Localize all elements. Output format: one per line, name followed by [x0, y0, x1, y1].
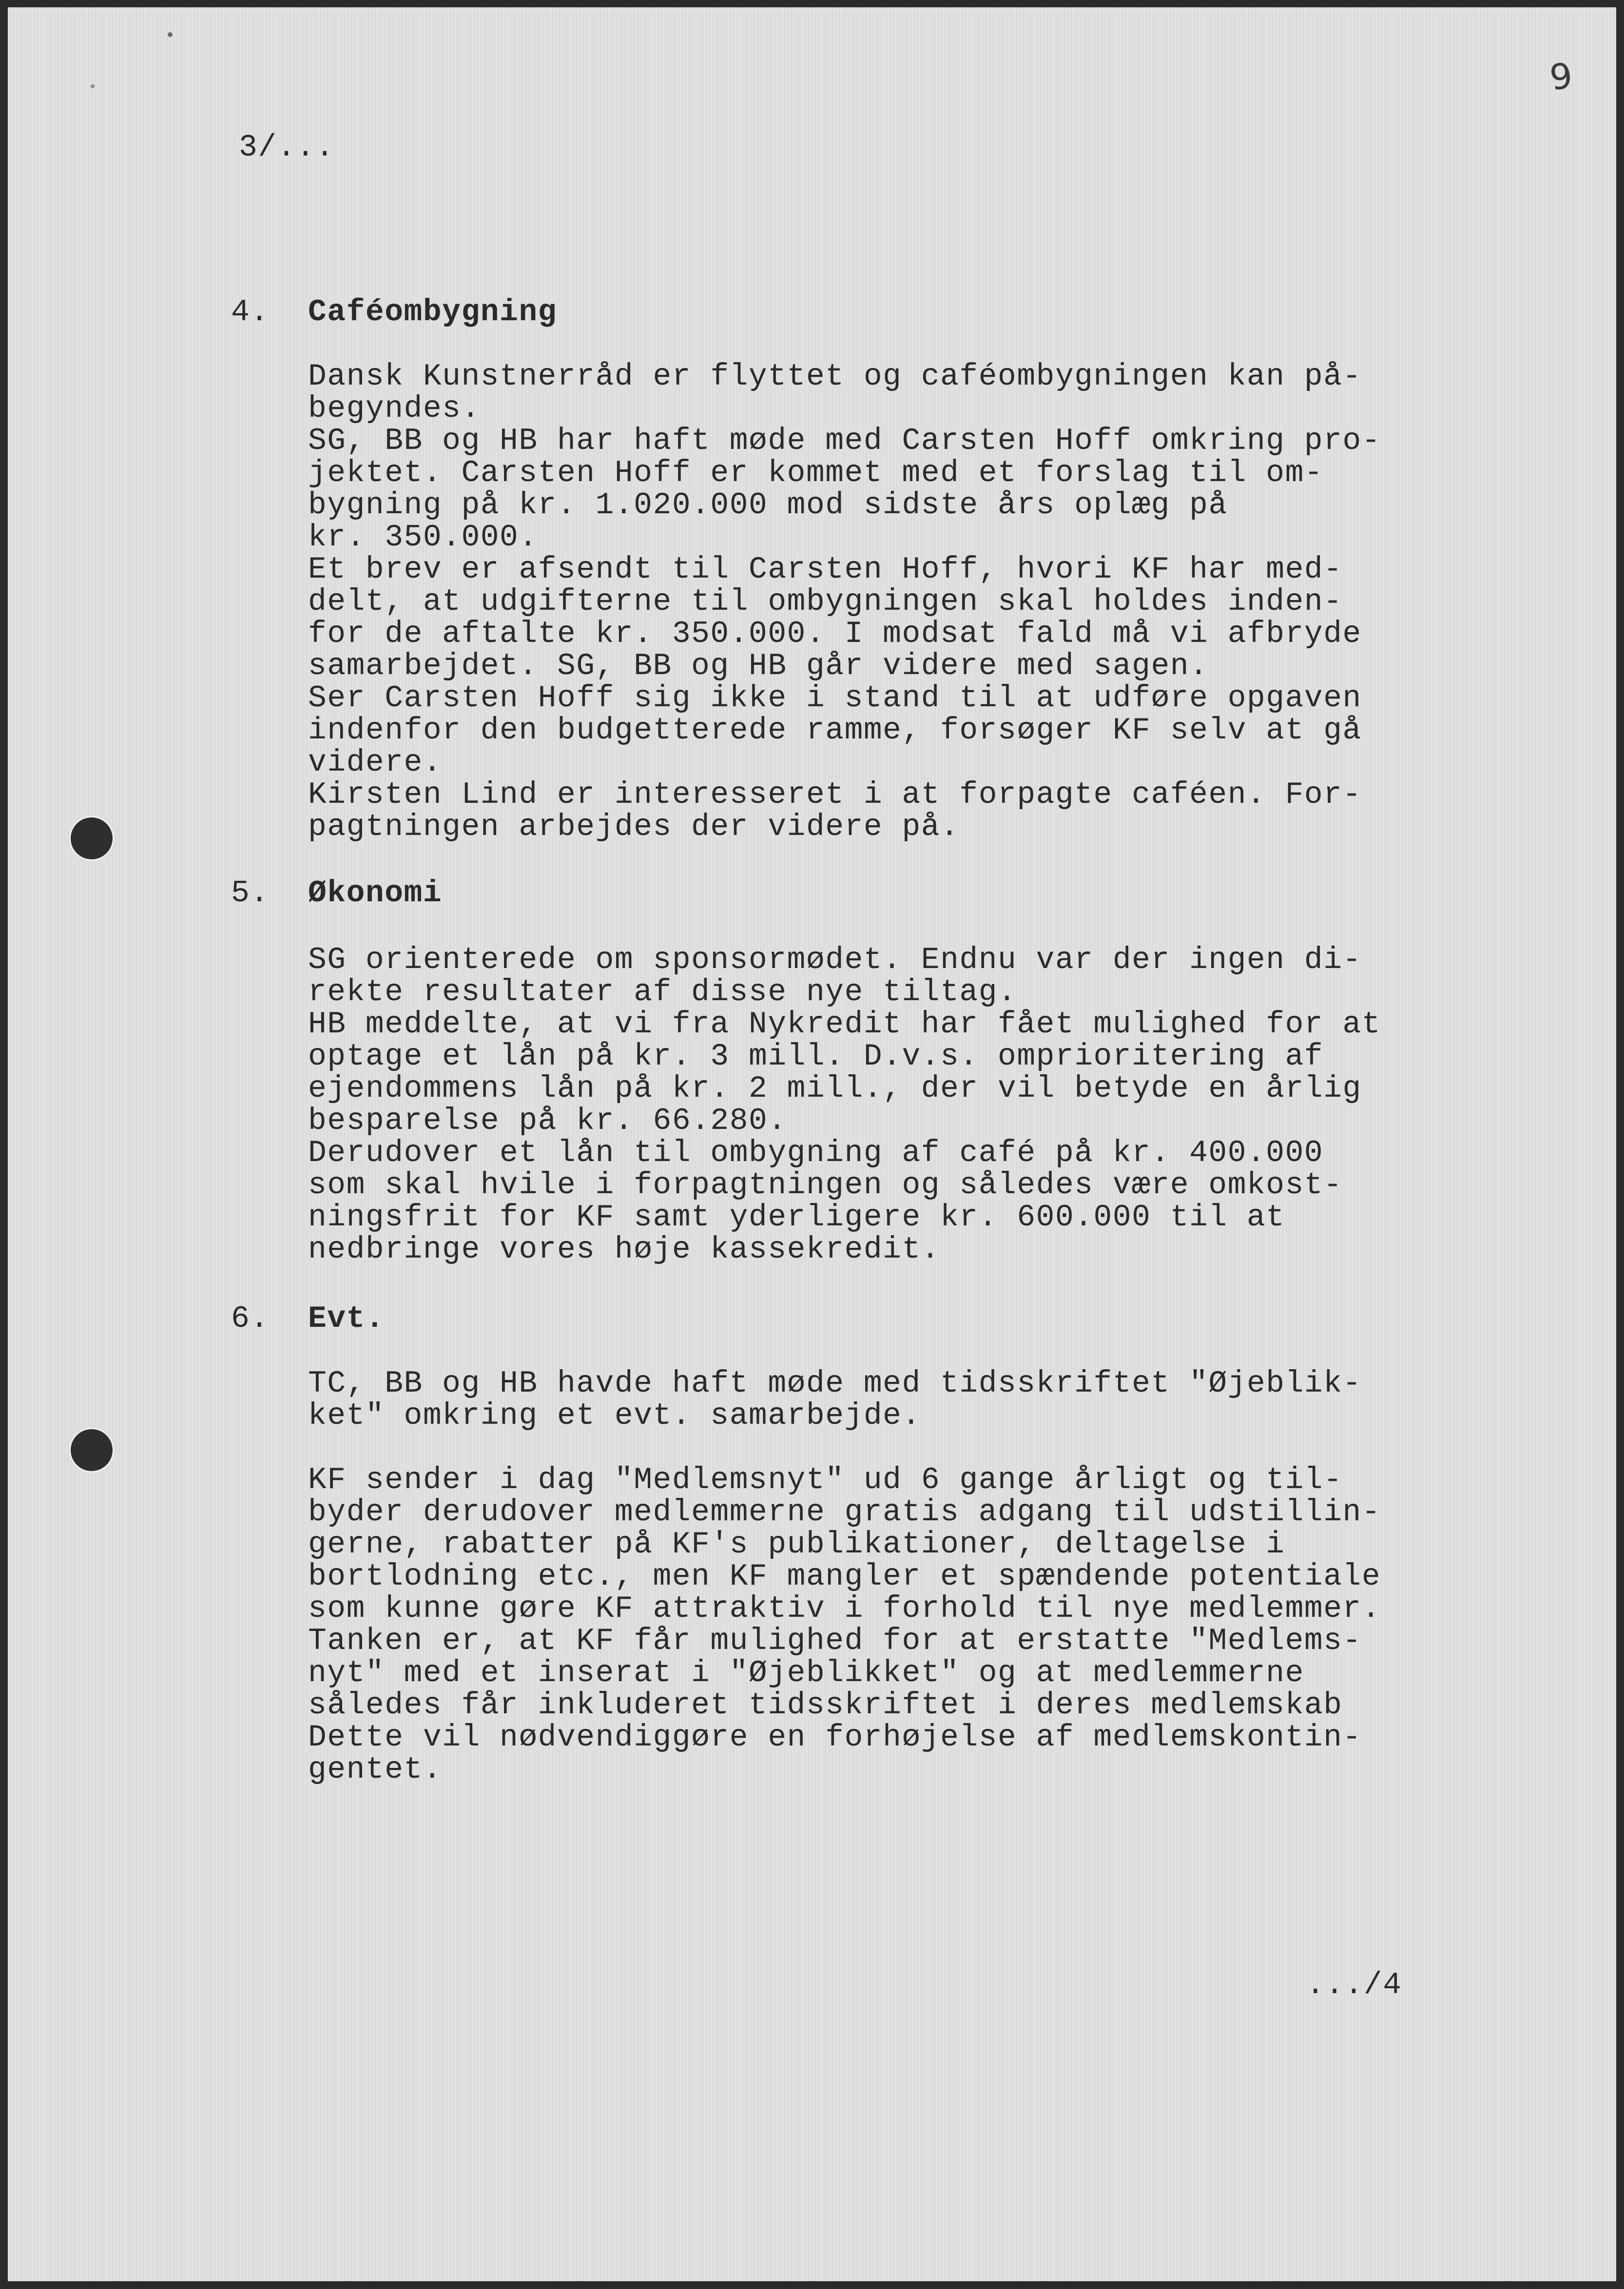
text-line: Kirsten Lind er interesseret i at forpagte caféen. For- [308, 777, 1362, 812]
punch-hole [71, 817, 113, 859]
paper-speck [168, 32, 173, 37]
text-line: således får inkluderet tidsskriftet i deres medlemskab [308, 1688, 1343, 1723]
text-line: nedbringe vores høje kassekredit. [308, 1232, 941, 1267]
section-paragraph [308, 1368, 1362, 1432]
text-line: Dette vil nødvendiggøre en forhøjelse af medlemskontin- [308, 1720, 1362, 1755]
text-line: SG, BB og HB har haft møde med Carsten Hoff omkring pro- [308, 424, 1381, 458]
text-line: videre. [308, 745, 443, 780]
text-line: rekte resultater af disse nye tiltag. [308, 975, 1017, 1009]
text-line: kr. 350.000. [308, 520, 538, 555]
text-line: Derudover et lån til ombygning af café på kr. 400.000 [308, 1136, 1324, 1170]
punch-hole [71, 1429, 113, 1471]
section-title: Økonomi [308, 876, 443, 911]
header-continuation: 3/... [239, 130, 335, 165]
text-line: ningsfrit for KF samt yderligere kr. 600.000 til at [308, 1200, 1285, 1235]
text-line: begyndes. [308, 391, 481, 426]
section-paragraph [308, 944, 1381, 1266]
paper-speck [91, 84, 95, 88]
text-line: gentet. [308, 1752, 443, 1787]
text-line: som skal hvile i forpagtningen og således være omkost- [308, 1168, 1343, 1203]
section-number: 6. [231, 1301, 270, 1336]
text-line: SG orienterede om sponsormødet. Endnu var der ingen di- [308, 943, 1362, 977]
text-line: jektet. Carsten Hoff er kommet med et forslag til om- [308, 456, 1324, 490]
text-line: TC, BB og HB havde haft møde med tidsskriftet "Øjeblik- [308, 1366, 1362, 1401]
section-title: Evt. [308, 1301, 385, 1336]
text-line: bygning på kr. 1.020.000 mod sidste års oplæg på [308, 488, 1228, 523]
footer-continuation: .../4 [1306, 1968, 1402, 2002]
text-line: gerne, rabatter på KF's publikationer, deltagelse i [308, 1527, 1285, 1562]
text-line: Tanken er, at KF får mulighed for at erstatte "Medlems- [308, 1624, 1362, 1658]
text-line: pagtningen arbejdes der videre på. [308, 810, 960, 844]
text-line: ejendommens lån på kr. 2 mill., der vil betyde en årlig [308, 1071, 1362, 1106]
text-line: delt, at udgifterne til ombygningen skal holdes inden- [308, 584, 1343, 619]
text-line: for de aftalte kr. 350.000. I modsat fald må vi afbryde [308, 617, 1362, 651]
section-number: 4. [231, 295, 270, 330]
section-paragraph [308, 361, 1381, 843]
text-line: Et brev er afsendt til Carsten Hoff, hvori KF har med- [308, 552, 1343, 587]
text-line: nyt" med et inserat i "Øjeblikket" og at medlemmerne [308, 1656, 1304, 1690]
section-paragraph [308, 1464, 1381, 1786]
section-number: 5. [231, 876, 270, 911]
text-line: HB meddelte, at vi fra Nykredit har fået mulighed for at [308, 1007, 1381, 1042]
text-line: byder derudover medlemmerne gratis adgang til udstillin- [308, 1495, 1381, 1530]
text-line: indenfor den budgetterede ramme, forsøger KF selv at gå [308, 713, 1362, 748]
text-line: KF sender i dag "Medlemsnyt" ud 6 gange årligt og til- [308, 1463, 1343, 1497]
text-line: besparelse på kr. 66.280. [308, 1104, 787, 1138]
text-line: bortlodning etc., men KF mangler et spændende potentiale [308, 1559, 1381, 1594]
text-line: optage et lån på kr. 3 mill. D.v.s. omprioritering af [308, 1039, 1324, 1074]
text-line: ket" omkring et evt. samarbejde. [308, 1398, 921, 1433]
section-title: Caféombygning [308, 295, 557, 330]
text-line: Ser Carsten Hoff sig ikke i stand til at udføre opgaven [308, 681, 1362, 716]
text-line: som kunne gøre KF attraktiv i forhold til nye medlemmer. [308, 1591, 1381, 1626]
handwritten-page-number: 9 [1547, 55, 1575, 98]
text-line: Dansk Kunstnerråd er flyttet og caféombygningen kan på- [308, 359, 1362, 394]
text-line: samarbejdet. SG, BB og HB går videre med sagen. [308, 649, 1209, 683]
